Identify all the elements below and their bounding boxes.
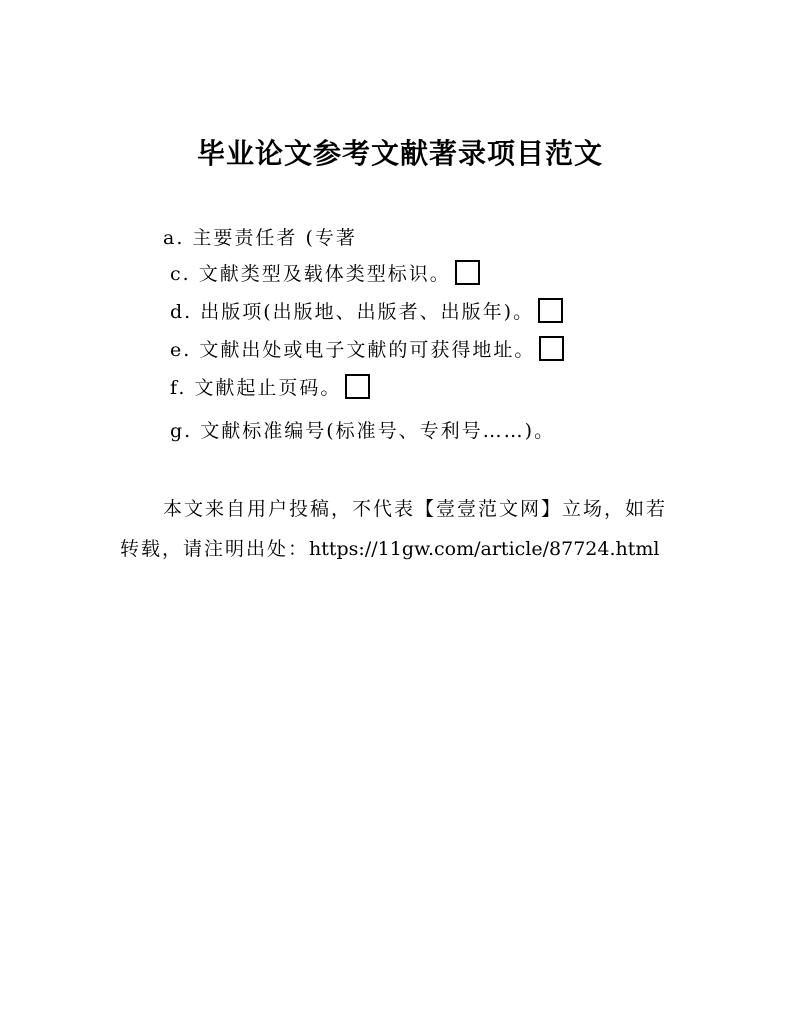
checkbox[interactable] [455, 260, 480, 285]
list-item-text: d. 出版项(出版地、出版者、出版年)。 [170, 301, 535, 323]
list-item-c [170, 259, 480, 286]
list-item-text: f. 文献起止页码。 [170, 377, 342, 399]
footer-line-2 [120, 534, 659, 561]
checkbox[interactable] [345, 374, 370, 399]
list-item-text: a. 主要责任者 (专著 [163, 227, 357, 249]
list-item-a [163, 223, 357, 250]
list-item-text: c. 文献类型及载体类型标识。 [170, 263, 451, 285]
footer-prefix: 转载，请注明出处： [120, 538, 310, 560]
document-title: 毕业论文参考文献著录项目范文 [196, 137, 603, 170]
list-item-d [170, 297, 563, 324]
list-item-g [170, 416, 555, 443]
checkbox[interactable] [538, 298, 563, 323]
list-item-e [170, 335, 564, 362]
list-item-f [170, 373, 370, 400]
list-item-text: e. 文献出处或电子文献的可获得地址。 [170, 339, 536, 361]
checkbox[interactable] [539, 336, 564, 361]
footer-line-1: 本文来自用户投稿，不代表【壹壹范文网】立场，如若 [163, 498, 668, 520]
article-link[interactable]: https://11gw.com/article/87724.html [309, 538, 660, 560]
list-item-text: g. 文献标准编号(标准号、专利号……)。 [170, 420, 556, 442]
